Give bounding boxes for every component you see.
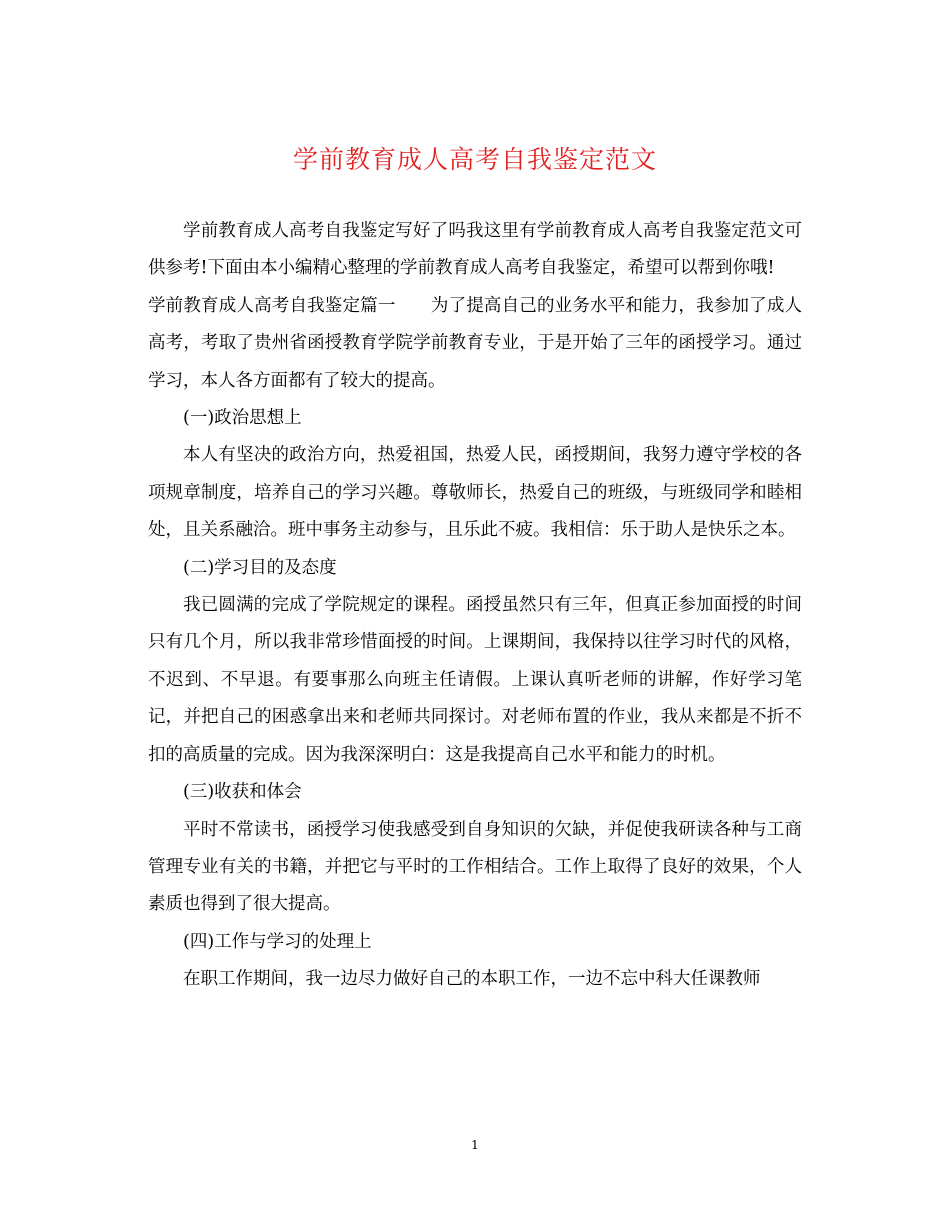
document-title: 学前教育成人高考自我鉴定范文 (292, 145, 657, 174)
heading-gains: (三)收获和体会 (183, 782, 302, 803)
paragraph-study-attitude: 我已圆满的完成了学院规定的课程。函授虽然只有三年，但真正参加面授的时间只有几个月，所以我非常珍惜面授的时间。上课期间，我保持以往学习时代的风格，不迟到、不早退。有要事那么向班主任请假。上课认真听老师的讲解，作好学习笔记，并把自己的困惑拿出来和老师共同探讨。对老师布置的作业，我从来都是不折不扣的高质量的完成。因为我深深明白：这是我提高自己水平和能力的时机。 (148, 595, 802, 765)
paragraph-section-one: 学前教育成人高考自我鉴定篇一 为了提高自己的业务水平和能力，我参加了成人高考，考取了贵州省函授教育学院学前教育专业，于是开始了三年的函授学习。通过学习，本人各方面都有了较大的提高。 (148, 295, 802, 391)
paragraph-intro: 学前教育成人高考自我鉴定写好了吗我这里有学前教育成人高考自我鉴定范文可供参考!下面由本小编精心整理的学前教育成人高考自我鉴定，希望可以帮到你哦! (148, 221, 802, 279)
page-number: 1 (471, 1138, 479, 1152)
paragraph-work-study: 在职工作期间，我一边尽力做好自己的本职工作，一边不忘中科大任课教师 (183, 969, 761, 990)
paragraph-gains: 平时不常读书，函授学习使我感受到自身知识的欠缺，并促使我研读各种与工商管理专业有关的书籍，并把它与平时的工作相结合。工作上取得了良好的效果，个人素质也得到了很大提高。 (148, 819, 802, 915)
heading-political-thought: (一)政治思想上 (183, 408, 302, 429)
heading-work-study: (四)工作与学习的处理上 (183, 931, 372, 952)
document-body (148, 213, 802, 999)
heading-study-attitude: (二)学习目的及态度 (183, 557, 337, 578)
paragraph-political-thought: 本人有坚决的政治方向，热爱祖国，热爱人民，函授期间，我努力遵守学校的各项规章制度，培养自己的学习兴趣。尊敬师长，热爱自己的班级，与班级同学和睦相处，且关系融洽。班中事务主动参与，且乐此不疲。我相信：乐于助人是快乐之本。 (148, 445, 802, 541)
